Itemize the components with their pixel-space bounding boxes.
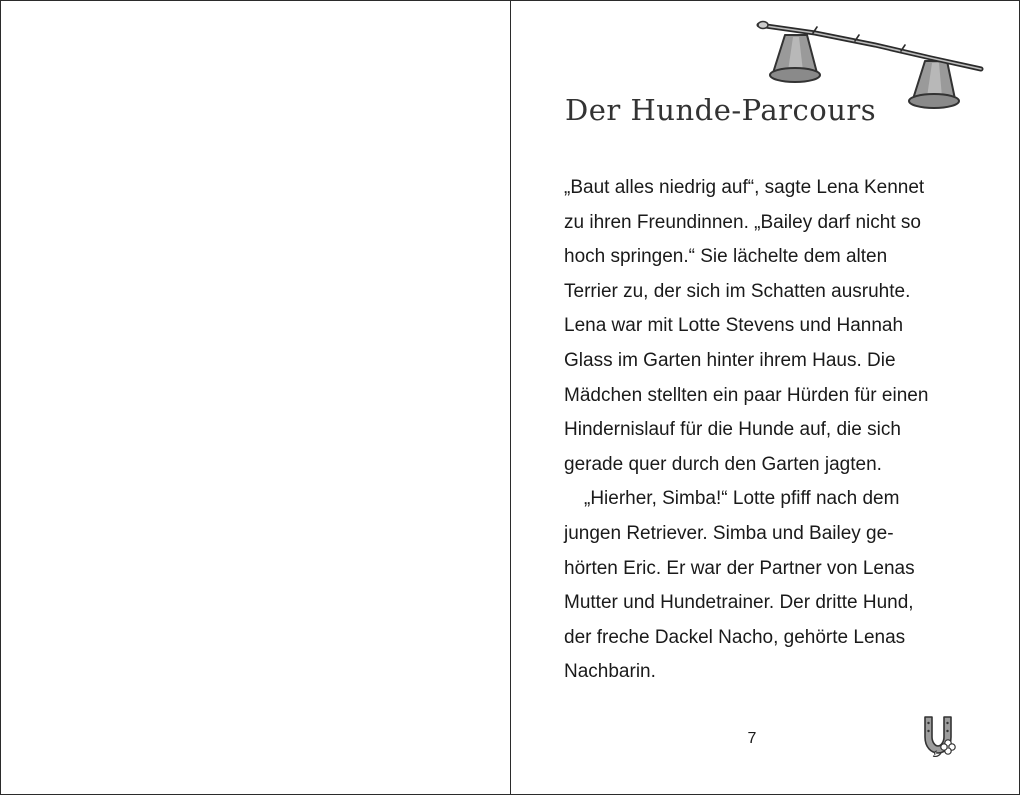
text-line: zu ihren Freundinnen. „Bailey darf nicht so (564, 211, 921, 233)
text-line: Hindernislauf für die Hunde auf, die sich (564, 419, 901, 441)
chapter-body-text (564, 171, 1004, 690)
text-line: hörten Eric. Er war der Partner von Lenas (564, 557, 915, 579)
text-line: Mutter und Hundetrainer. Der dritte Hund, (564, 592, 914, 614)
text-line: jungen Retriever. Simba und Bailey ge- (564, 522, 894, 544)
text-line: der freche Dackel Nacho, gehörte Lenas (564, 626, 906, 648)
right-page (511, 1, 1019, 794)
text-line: „Baut alles niedrig auf“, sagte Lena Kennet (564, 177, 925, 198)
text-line: Glass im Garten hinter ihrem Haus. Die (564, 349, 896, 371)
text-line: Lena war mit Lotte Stevens und Hannah (564, 315, 904, 337)
left-page-blank (1, 1, 510, 794)
chapter-title: Der Hunde-Parcours (565, 93, 877, 127)
text-line: Nachbarin. (564, 661, 656, 683)
text-line: gerade quer durch den Garten jagten. (564, 453, 882, 475)
text-line: Mädchen stellten ein paar Hürden für einen (564, 384, 929, 406)
horseshoe-icon (915, 713, 961, 759)
text-line: „Hierher, Simba!“ Lotte pfiff nach dem (584, 488, 900, 510)
text-line: hoch springen.“ Sie lächelte dem alten (564, 246, 888, 268)
page-number: 7 (747, 730, 757, 747)
text-line: Terrier zu, der sich im Schatten ausruhte. (564, 280, 911, 302)
